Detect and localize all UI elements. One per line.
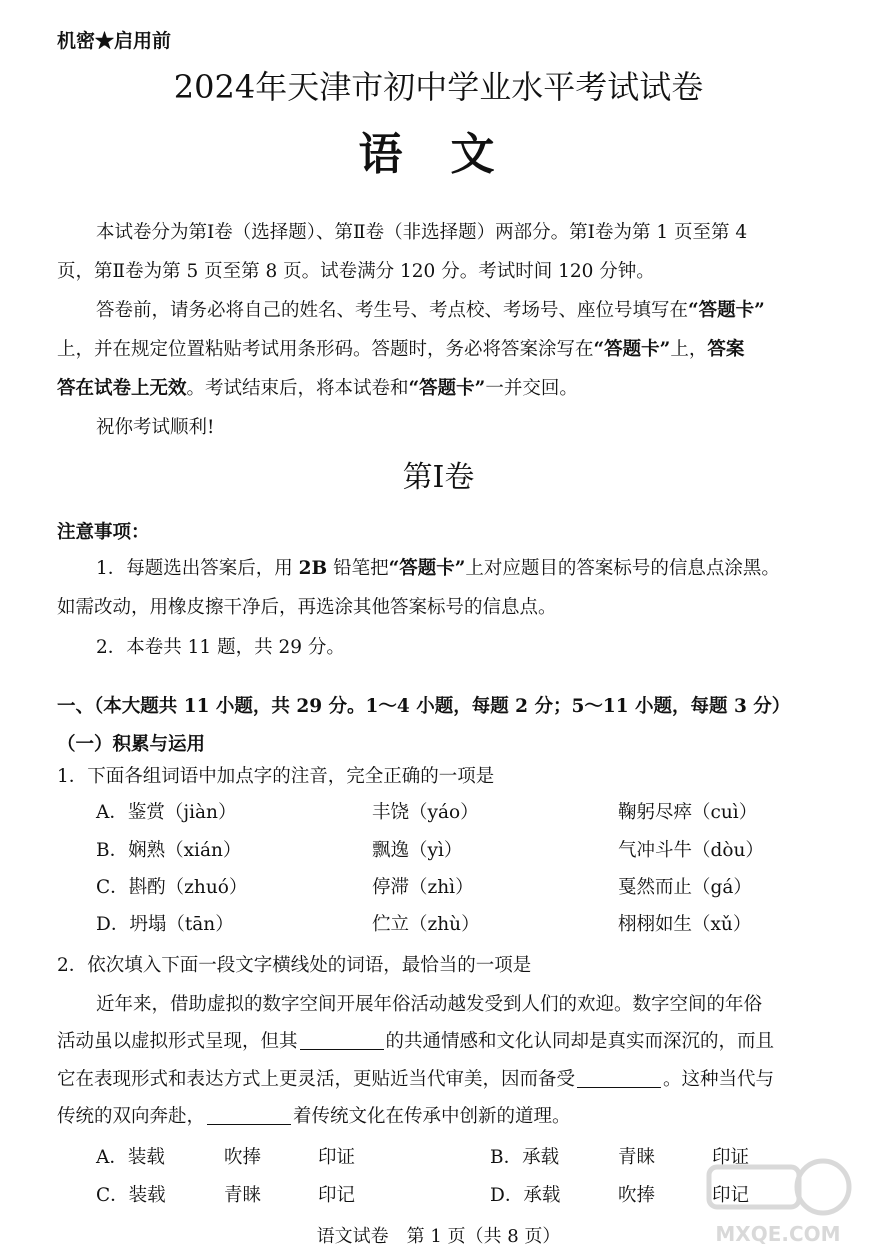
question-1-stem: 1．下面各组词语中加点字的注音，完全正确的一项是 [57,766,495,787]
notes-heading: 注意事项： [57,522,150,543]
q2-option-b-2: 青睐 [618,1147,656,1168]
fill-blank-1 [300,1031,384,1050]
note-text: 上对应题目的答案标号的信息点涂黑。 [465,558,780,579]
warning-text: 答案 [707,339,745,360]
intro-line: 本试卷分为第Ⅰ卷（选择题）、第Ⅱ卷（非选择题）两部分。第Ⅰ卷为第 1 页至第 4 [96,222,748,243]
q2-option-a-2: 吹捧 [224,1147,262,1168]
q2-option-d-3: 印记 [712,1185,750,1206]
intro-line [96,291,765,330]
q2-passage-line: 近年来，借助虚拟的数字空间开展年俗活动越发受到人们的欢迎。数字空间的年俗 [96,994,763,1015]
q1-option-b-3: 气冲斗牛（dòu） [618,840,764,861]
exam-title: 2024年天津市初中学业水平考试试卷 [173,68,704,106]
passage-text: 它在表现形式和表达方式上更灵活，更贴近当代审美，因而备受 [57,1069,576,1090]
volume-title: 第Ⅰ卷 [402,460,475,495]
q2-passage-line [57,1022,774,1061]
q1-option-a-3: 鞠躬尽瘁（cuì） [618,802,758,823]
q2-passage-line [57,1060,774,1099]
intro-text: 上， [670,339,708,360]
q2-option-c-1: C．装载 [96,1185,166,1206]
intro-text: 。考试结束后，将本试卷和 [186,378,409,399]
confidential-label: 机密★启用前 [57,30,172,52]
q2-option-c-3: 印记 [318,1185,356,1206]
answer-card-term: “答题卡” [408,378,486,399]
q2-option-c-2: 青睐 [224,1185,262,1206]
q2-option-d-1: D．承载 [490,1185,561,1206]
subsection-title: （一）积累与运用 [57,734,206,755]
note-item: 如需改动，用橡皮擦干净后，再选涂其他答案标号的信息点。 [57,597,557,618]
wish-text: 祝你考试顺利! [96,417,215,438]
passage-text: 的共通情感和文化认同却是真实而深沉的，而且 [385,1031,775,1052]
q1-option-c-1: C．斟酌（zhuó） [96,877,248,898]
q2-option-b-3: 印证 [712,1147,750,1168]
q1-option-a-1: A．鉴赏（jiàn） [96,802,237,823]
q2-passage-line [57,1097,571,1136]
answer-card-term: “答题卡” [688,300,765,321]
q1-option-b-2: 飘逸（yì） [372,840,463,861]
q1-option-a-2: 丰饶（yáo） [372,802,479,823]
passage-text: 。这种当代与 [663,1069,775,1090]
page-footer: 语文试卷 第 1 页（共 8 页） [316,1226,561,1247]
note-text: 铅笔把 [333,558,389,579]
intro-line: 页，第Ⅱ卷为第 5 页至第 8 页。试卷满分 120 分。考试时间 120 分钟。 [57,261,655,282]
q2-option-a-1: A．装载 [96,1147,165,1168]
intro-line [57,330,744,369]
intro-text: 答卷前，请务必将自己的姓名、考生号、考点校、考场号、座位号填写在 [96,300,689,321]
fill-blank-3 [207,1106,291,1125]
warning-text: 答在试卷上无效 [57,378,187,399]
fill-blank-2 [577,1069,661,1088]
pencil-spec: 2B [298,558,328,579]
q2-option-d-2: 吹捧 [618,1185,656,1206]
q1-option-b-1: B．娴熟（xián） [96,840,242,861]
passage-text: 传统的双向奔赴， [57,1106,206,1127]
section-title: 一、（本大题共 11 小题，共 29 分。1～4 小题，每题 2 分；5～11 小题，每题 3 分） [57,696,791,717]
intro-text: 上，并在规定位置粘贴考试用条形码。答题时，务必将答案涂写在 [57,339,594,360]
note-item [96,549,780,588]
answer-card-term: “答题卡” [388,558,466,579]
q2-option-b-1: B．承载 [490,1147,560,1168]
q1-option-d-3: 栩栩如生（xǔ） [618,914,752,935]
q1-option-d-2: 伫立（zhù） [372,914,480,935]
watermark-text: MXQE.COM [715,1222,841,1246]
q1-option-d-1: D．坍塌（tān） [96,914,234,935]
q1-option-c-3: 戛然而止（gá） [618,877,752,898]
watermark-logo-icon [703,1153,853,1249]
q1-option-c-2: 停滞（zhì） [372,877,474,898]
q2-option-a-3: 印证 [318,1147,356,1168]
note-text: 1．每题选出答案后，用 [96,558,293,579]
question-2-stem: 2．依次填入下面一段文字横线处的词语，最恰当的一项是 [57,955,532,976]
intro-line [57,369,578,408]
note-item: 2．本卷共 11 题，共 29 分。 [96,637,345,658]
intro-text: 一并交回。 [485,378,578,399]
passage-text: 着传统文化在传承中创新的道理。 [293,1106,571,1127]
passage-text: 活动虽以虚拟形式呈现，但其 [57,1031,298,1052]
answer-card-term: “答题卡” [593,339,671,360]
subject-title: 语文 [358,129,543,180]
